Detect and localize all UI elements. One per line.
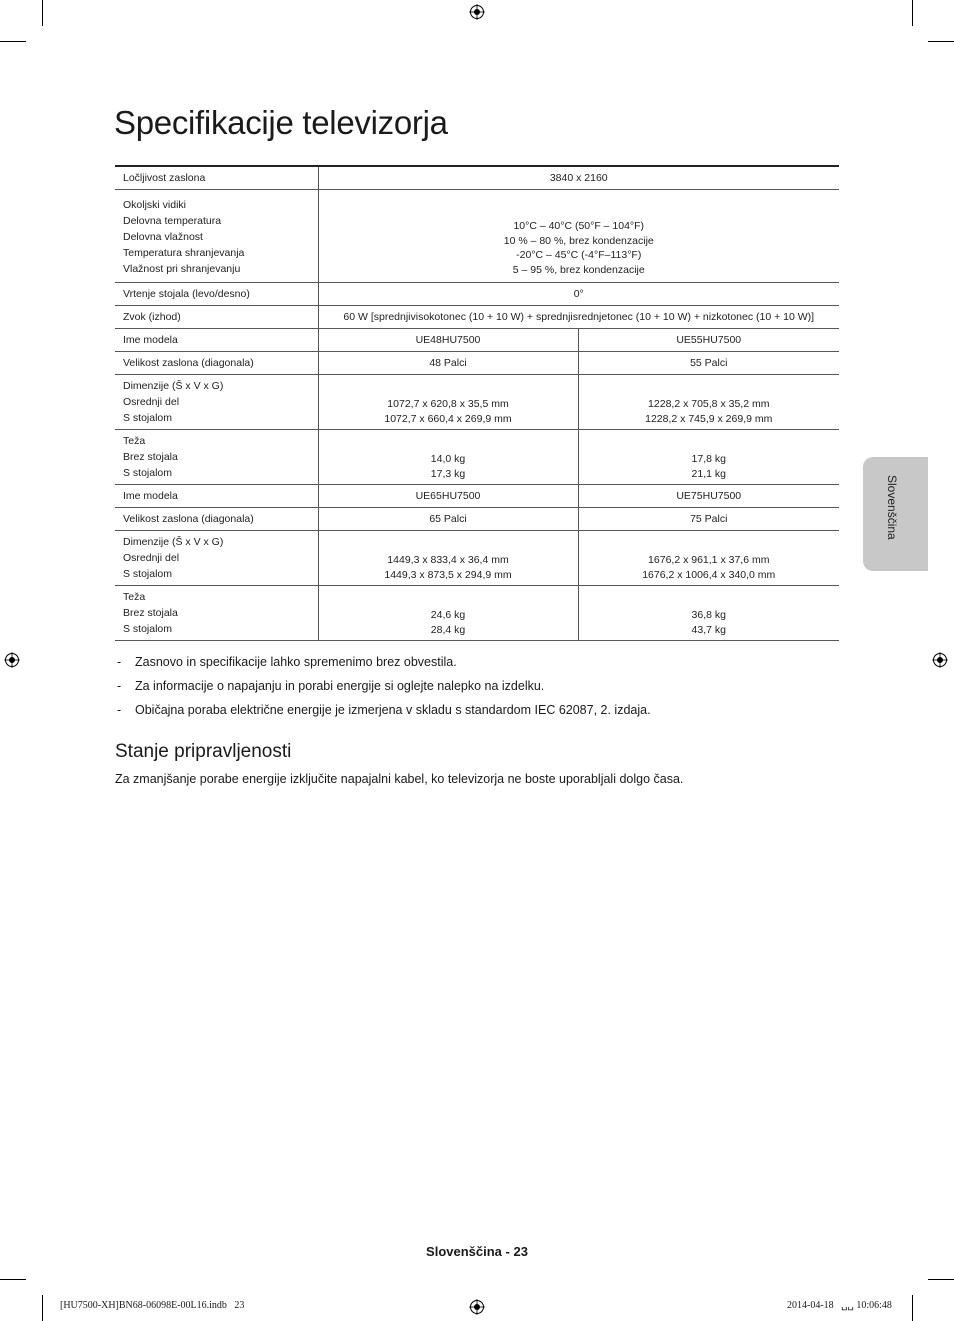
row-value: 65 Palci xyxy=(318,508,578,531)
row-value: 24,6 kg 28,4 kg xyxy=(318,586,578,641)
row-value: 75 Palci xyxy=(578,508,839,531)
crop-mark xyxy=(42,0,43,26)
row-value: UE75HU7500 xyxy=(578,485,839,508)
row-value: 1228,2 x 705,8 x 35,2 mm 1228,2 x 745,9 x 269,9 mm xyxy=(578,375,839,430)
list-item: - Za informacije o napajanju in porabi energije si oglejte nalepko na izdelku. xyxy=(117,679,847,703)
row-value: UE55HU7500 xyxy=(578,329,839,352)
row-value: 60 W [sprednjivisokotonec (10 + 10 W) + sprednjisrednjetonec (10 + 10 W) + nizkotonec (10 + 10 W)] xyxy=(318,306,839,329)
table-row xyxy=(115,283,839,306)
row-label: Vrtenje stojala (levo/desno) xyxy=(115,283,318,306)
row-value: 36,8 kg 43,7 kg xyxy=(578,586,839,641)
table-row xyxy=(115,586,839,641)
table-row xyxy=(115,190,839,283)
section-title: Stanje pripravljenosti xyxy=(115,741,292,762)
row-value: 0° xyxy=(318,283,839,306)
row-label: Okoljski vidiki Delovna temperatura Delovna vlažnost Temperatura shranjevanja Vlažnost pri shranjevanju xyxy=(115,190,318,283)
row-label: Teža Brez stojala S stojalom xyxy=(115,586,318,641)
row-label: Ime modela xyxy=(115,485,318,508)
row-value: 1449,3 x 833,4 x 36,4 mm 1449,3 x 873,5 x 294,9 mm xyxy=(318,531,578,586)
spec-table xyxy=(115,165,839,641)
bullet-dash: - xyxy=(117,703,122,717)
crop-mark xyxy=(0,41,26,42)
imprint-timestamp: 2014-04-18 ␣␣ 10:06:48 xyxy=(787,1300,892,1311)
crop-mark xyxy=(928,1279,954,1280)
row-value: 1676,2 x 961,1 x 37,6 mm 1676,2 x 1006,4 x 340,0 mm xyxy=(578,531,839,586)
row-value: 55 Palci xyxy=(578,352,839,375)
row-value: 48 Palci xyxy=(318,352,578,375)
crop-mark xyxy=(928,41,954,42)
registration-mark-icon xyxy=(4,652,20,668)
table-row xyxy=(115,531,839,586)
crop-mark xyxy=(42,1295,43,1321)
list-item: - Zasnovo in specifikacije lahko spremenimo brez obvestila. xyxy=(117,655,847,679)
row-label: Dimenzije (Š x V x G) Osrednji del S stojalom xyxy=(115,375,318,430)
row-label: Ločljivost zaslona xyxy=(115,166,318,190)
row-value: 1072,7 x 620,8 x 35,5 mm 1072,7 x 660,4 x 269,9 mm xyxy=(318,375,578,430)
table-row xyxy=(115,508,839,531)
page-title: Specifikacije televizorja xyxy=(114,104,448,141)
registration-mark-icon xyxy=(469,1299,485,1315)
crop-mark xyxy=(912,0,913,26)
row-value: 14,0 kg 17,3 kg xyxy=(318,430,578,485)
bullet-dash: - xyxy=(117,655,122,669)
bullet-dash: - xyxy=(117,679,122,693)
paragraph: Za zmanjšanje porabe energije izključite napajalni kabel, ko televizorja ne boste uporabljali dolgo časa. xyxy=(115,772,684,786)
table-row xyxy=(115,306,839,329)
table-row xyxy=(115,375,839,430)
list-item: - Običajna poraba električne energije je izmerjena v skladu s standardom IEC 62087, 2. izdaja. xyxy=(117,703,847,727)
row-label: Velikost zaslona (diagonala) xyxy=(115,508,318,531)
row-value: UE65HU7500 xyxy=(318,485,578,508)
row-label: Ime modela xyxy=(115,329,318,352)
crop-mark xyxy=(912,1295,913,1321)
row-label: Zvok (izhod) xyxy=(115,306,318,329)
registration-mark-icon xyxy=(469,4,485,20)
table-row xyxy=(115,352,839,375)
table-row xyxy=(115,430,839,485)
table-row xyxy=(115,485,839,508)
language-side-tab xyxy=(863,457,928,571)
side-tab-label: Slovenščina xyxy=(885,475,899,540)
row-value: 17,8 kg 21,1 kg xyxy=(578,430,839,485)
row-value: 10°C – 40°C (50°F – 104°F) 10 % – 80 %, brez kondenzacije -20°C – 45°C (-4°F–113°F) 5 – 95 %, brez kondenzacije xyxy=(318,190,839,283)
row-label: Velikost zaslona (diagonala) xyxy=(115,352,318,375)
crop-mark xyxy=(0,1279,26,1280)
table-row xyxy=(115,166,839,190)
row-label: Dimenzije (Š x V x G) Osrednji del S stojalom xyxy=(115,531,318,586)
page-number: Slovenščina - 23 xyxy=(426,1244,528,1259)
row-label: Teža Brez stojala S stojalom xyxy=(115,430,318,485)
row-value: UE48HU7500 xyxy=(318,329,578,352)
notes-list xyxy=(117,655,847,727)
table-row xyxy=(115,329,839,352)
imprint-file: [HU7500-XH]BN68-06098E-00L16.indb 23 xyxy=(60,1300,245,1311)
row-value: 3840 x 2160 xyxy=(318,166,839,190)
registration-mark-icon xyxy=(932,652,948,668)
